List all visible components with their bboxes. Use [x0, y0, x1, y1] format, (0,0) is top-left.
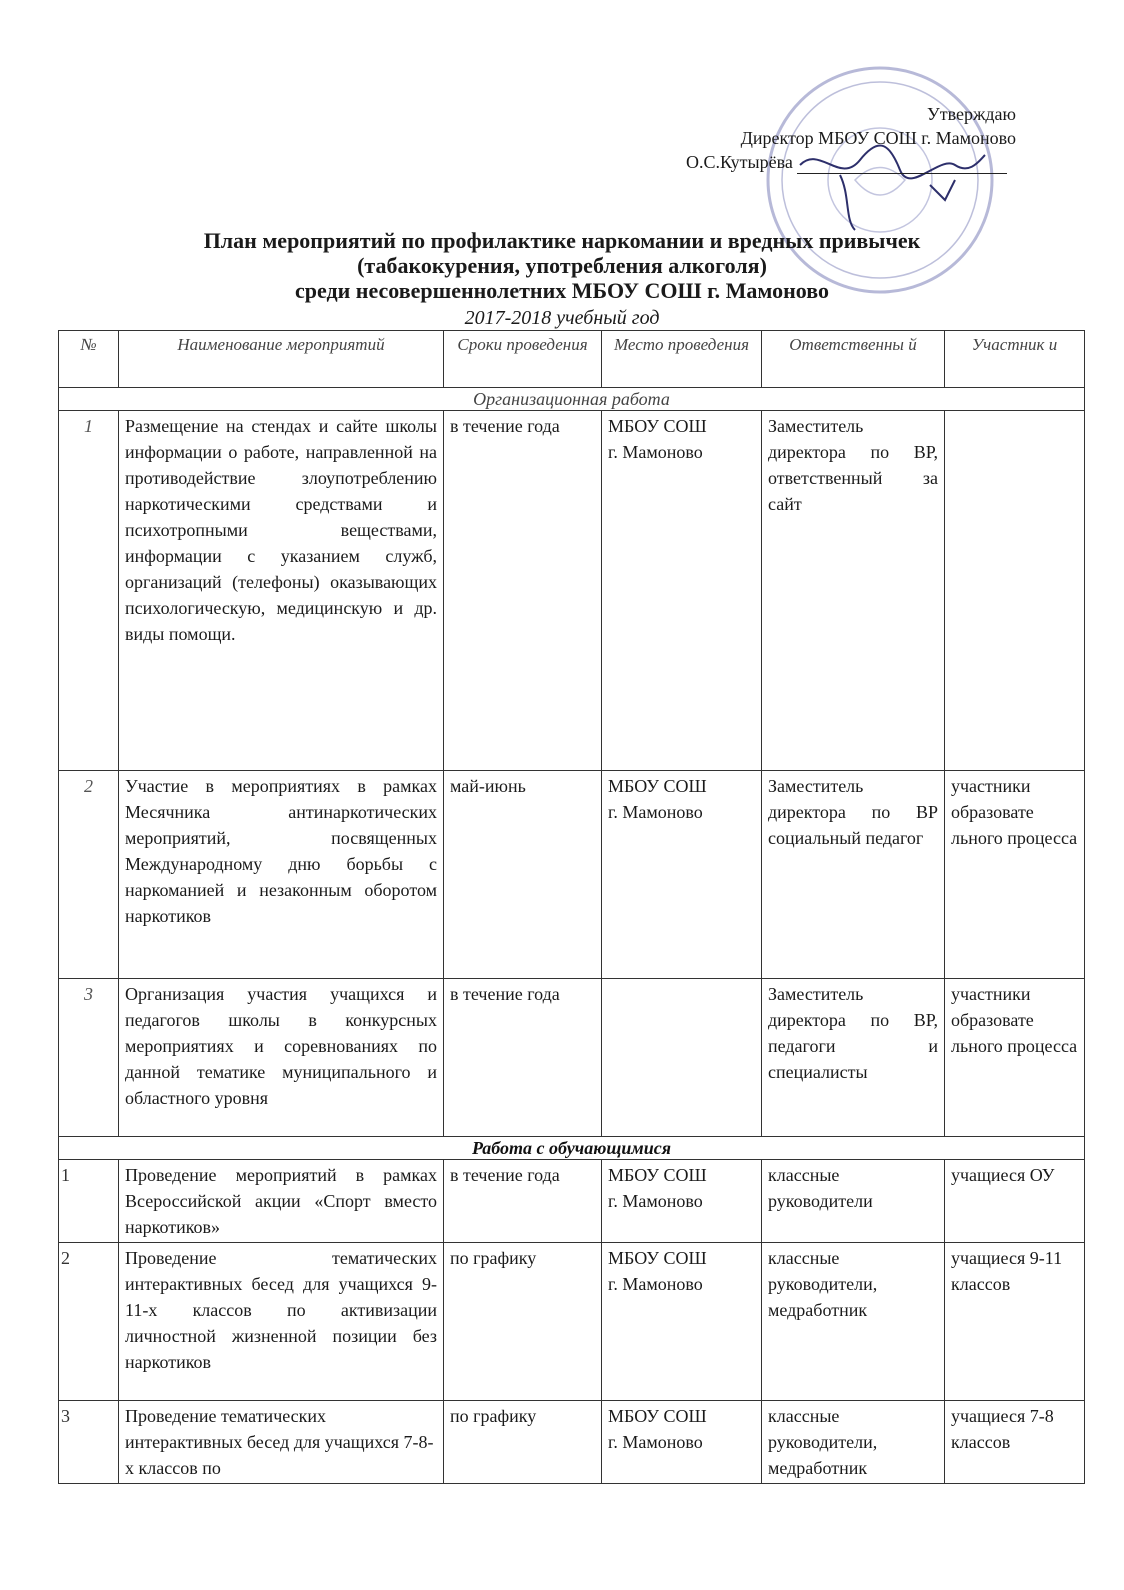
- table-row: [59, 1160, 1085, 1243]
- row-responsible: классные руководители: [762, 1160, 945, 1243]
- approve-label: Утверждаю: [926, 104, 1016, 124]
- director-name: О.С.Кутырёва: [686, 152, 793, 172]
- header-num: №: [59, 331, 119, 388]
- row-num: 3: [59, 979, 119, 1137]
- section-organizational: Организационная работа: [59, 388, 1085, 411]
- signature-rule: [797, 155, 1007, 174]
- row-num: 3: [59, 1401, 119, 1484]
- row-num: 1: [59, 1160, 119, 1243]
- section-students: Работа с обучающимися: [59, 1137, 1085, 1160]
- row-place: МБОУ СОШ г. Мамоново: [602, 411, 762, 771]
- row-place: МБОУ СОШ г. Мамоново: [602, 1401, 762, 1484]
- row-dates: в течение года: [444, 979, 602, 1137]
- row-participants: участники образовате льного процесса: [945, 771, 1085, 979]
- row-num: 1: [59, 411, 119, 771]
- header-name: Наименование мероприятий: [119, 331, 444, 388]
- row-name: Организация участия учащихся и педагогов школы в конкурсных мероприятиях и соревнованиях по данной тематике муниципального и областного уровня: [119, 979, 444, 1137]
- row-dates: май-июнь: [444, 771, 602, 979]
- row-name: Размещение на стендах и сайте школы информации о работе, направленной на противодействие злоупотреблению наркотическими средствами и психотропными веществами, информации с указанием служб, организаций (телефоны) оказывающих психологическую, медицинскую и др. виды помощи.: [119, 411, 444, 771]
- table-row: [59, 771, 1085, 979]
- approval-block: [600, 102, 1020, 174]
- table-row: [59, 979, 1085, 1137]
- row-place: МБОУ СОШ г. Мамоново: [602, 1243, 762, 1401]
- row-place: МБОУ СОШ г. Мамоново: [602, 1160, 762, 1243]
- document-title: [40, 228, 1084, 303]
- row-responsible: Заместитель директора по ВР, ответственный за сайт: [762, 411, 945, 771]
- row-place: [602, 979, 762, 1137]
- title-line-3: среди несовершеннолетних МБОУ СОШ г. Мамоново: [295, 278, 829, 303]
- row-participants: учащиеся 7-8 классов: [945, 1401, 1085, 1484]
- row-num: 2: [59, 1243, 119, 1401]
- director-position: Директор МБОУ СОШ г. Мамоново: [740, 128, 1016, 148]
- title-line-1: План мероприятий по профилактике наркомании и вредных привычек: [203, 228, 921, 253]
- row-name: Проведение тематических интерактивных бесед для учащихся 9-11-х классов по активизации личностной жизненной позиции без наркотиков: [119, 1243, 444, 1401]
- row-dates: в течение года: [444, 411, 602, 771]
- row-dates: по графику: [444, 1243, 602, 1401]
- row-participants: учащиеся 9-11 классов: [945, 1243, 1085, 1401]
- row-participants: участники образовате льного процесса: [945, 979, 1085, 1137]
- header-responsible: Ответственны й: [762, 331, 945, 388]
- row-num: 2: [59, 771, 119, 979]
- academic-year: 2017-2018 учебный год: [464, 307, 660, 329]
- events-table: [58, 330, 1085, 1484]
- row-responsible: классные руководители, медработник: [762, 1243, 945, 1401]
- table-row: [59, 1243, 1085, 1401]
- row-name: Участие в мероприятиях в рамках Месячника антинаркотических мероприятий, посвященных Международному дню борьбы с наркоманией и незаконным оборотом наркотиков: [119, 771, 444, 979]
- table-header-row: [59, 331, 1085, 388]
- row-place: МБОУ СОШ г. Мамоново: [602, 771, 762, 979]
- row-dates: по графику: [444, 1401, 602, 1484]
- row-name: Проведение тематических интерактивных бесед для учащихся 7-8-х классов по: [119, 1401, 444, 1484]
- row-dates: в течение года: [444, 1160, 602, 1243]
- section-row-organizational: [59, 388, 1085, 411]
- section-row-students: [59, 1137, 1085, 1160]
- row-responsible: классные руководители, медработник: [762, 1401, 945, 1484]
- header-place: Место проведения: [602, 331, 762, 388]
- table-row: [59, 1401, 1085, 1484]
- header-participants: Участник и: [945, 331, 1085, 388]
- title-line-2: (табакокурения, употребления алкоголя): [357, 253, 767, 278]
- table-row: [59, 411, 1085, 771]
- row-responsible: Заместитель директора по ВР социальный педагог: [762, 771, 945, 979]
- director-name-line: [600, 150, 1020, 174]
- row-participants: учащиеся ОУ: [945, 1160, 1085, 1243]
- row-participants: [945, 411, 1085, 771]
- row-name: Проведение мероприятий в рамках Всероссийской акции «Спорт вместо наркотиков»: [119, 1160, 444, 1243]
- row-responsible: Заместитель директора по ВР, педагоги и специалисты: [762, 979, 945, 1137]
- header-dates: Сроки проведения: [444, 331, 602, 388]
